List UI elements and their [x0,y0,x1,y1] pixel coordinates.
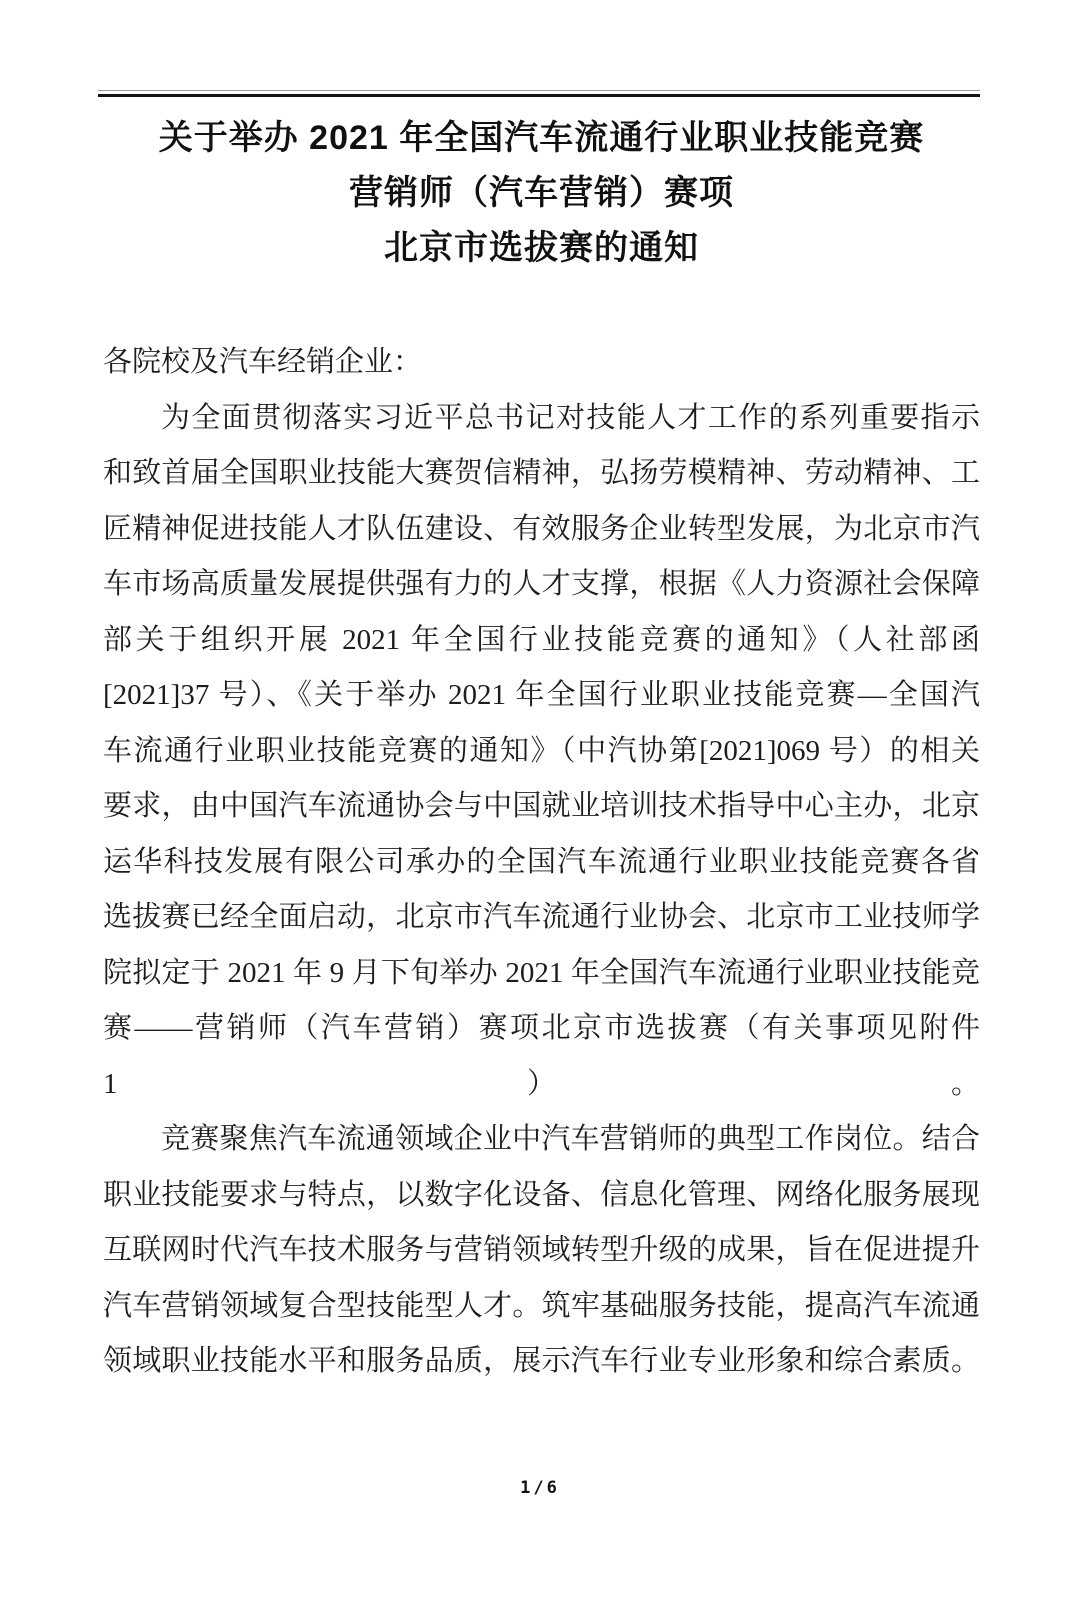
document-body [103,335,980,1390]
body-line: [2021]37 号）、《关于举办 2021 年全国行业职业技能竞赛—全国汽 [103,679,980,711]
body-line: 车市场高质量发展提供强有力的人才支撑，根据《人力资源社会保障 [103,568,980,600]
body-line: 为全面贯彻落实习近平总书记对技能人才工作的系列重要指示 [161,401,980,434]
body-line: 职业技能要求与特点，以数字化设备、信息化管理、网络化服务展现 [103,1178,980,1211]
body-line: 车流通行业职业技能竞赛的通知》（中汽协第[2021]069 号）的相关 [103,734,980,767]
body-line: 汽车营销领域复合型技能型人才。筑牢基础服务技能，提高汽车流通 [103,1289,980,1322]
body-line: 竞赛聚焦汽车流通领域企业中汽车营销师的典型工作岗位。结合 [161,1123,980,1155]
paragraph [103,391,980,1113]
title-line: 北京市选拔赛的通知 [384,229,699,267]
salutation: 各院校及汽车经销企业： [103,346,423,378]
paragraph [103,1112,980,1390]
header-divider [98,90,980,97]
body-line: 互联网时代汽车技术服务与营销领域转型升级的成果，旨在促进提升 [103,1234,980,1266]
body-line: 赛——营销师（汽车营销）赛项北京市选拔赛（有关事项见附件 1）。 [103,1012,980,1100]
body-line: 和致首届全国职业技能大赛贺信精神，弘扬劳模精神、劳动精神、工 [103,457,980,489]
body-line: 院拟定于 2021 年 9 月下旬举办 2021 年全国汽车流通行业职业技能竞 [103,956,980,989]
body-line: 选拔赛已经全面启动，北京市汽车流通行业协会、北京市工业技师学 [103,901,980,933]
body-line: 要求，由中国汽车流通协会与中国就业培训技术指导中心主办，北京 [103,790,980,822]
body-line: 部关于组织开展 2021 年全国行业技能竞赛的通知》（人社部函 [103,623,980,656]
body-line: 领域职业技能水平和服务品质，展示汽车行业专业形象和综合素质。 [103,1345,980,1377]
document-page [0,90,1080,1617]
body-line: 匠精神促进技能人才队伍建设、有效服务企业转型发展，为北京市汽 [103,512,980,545]
document-title [103,111,980,276]
page-footer [0,1478,1080,1498]
page-number: 1/6 [520,1478,560,1498]
paragraphs [103,391,980,1390]
title-line: 营销师（汽车营销）赛项 [349,174,734,212]
body-line: 运华科技发展有限公司承办的全国汽车流通行业职业技能竞赛各省 [103,845,980,878]
title-line: 关于举办 2021 年全国汽车流通行业职业技能竞赛 [158,119,925,157]
